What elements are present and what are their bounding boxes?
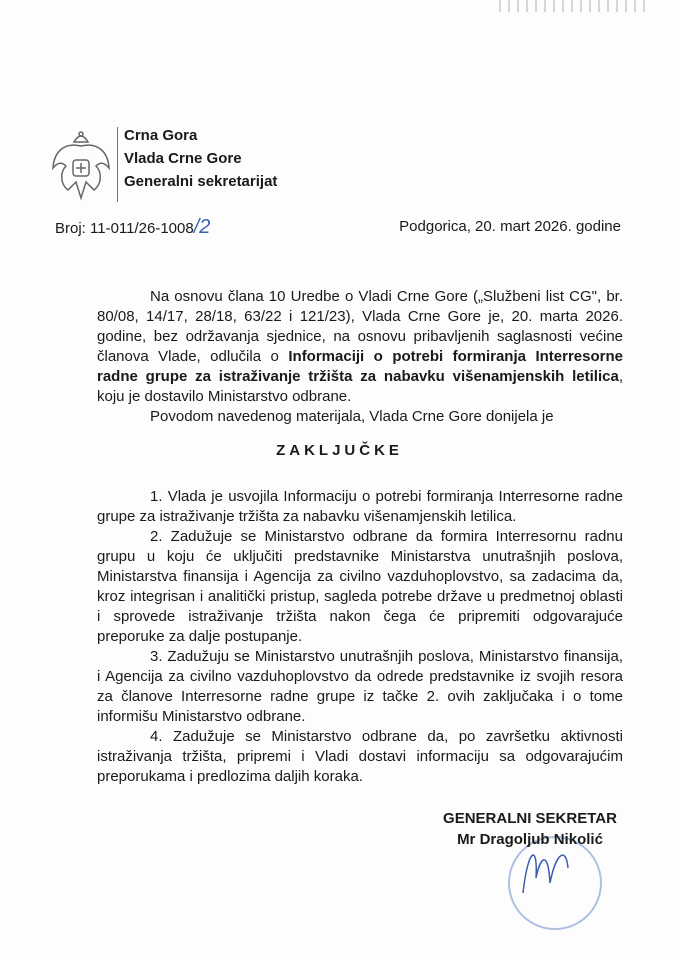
signatory-title: GENERALNI SEKRETAR (443, 810, 617, 827)
header-government: Vlada Crne Gore (124, 150, 242, 167)
intro-paragraph (97, 287, 623, 407)
signatory-name: Mr Dragoljub Nikolić (457, 831, 603, 848)
signature-block (420, 808, 640, 850)
scan-barcode-strip (499, 0, 649, 12)
conclusion-item: 3. Zadužuju se Ministarstvo unutrašnjih poslova, Ministarstvo finansija, i Agencija za civilno vazduhoplovstvo da odrede predstavnike iz svojih resora za članove Interresorne radne grupe iz tačke 2. ovih zaključaka i o tome informišu Ministarstvo odbrane. (97, 648, 623, 725)
conclusion-item: 1. Vlada je usvojila Informaciju o potrebi formiranja Interresorne radne grupe za istraživanje tržišta za nabavku višenamjenskih letilica. (97, 488, 623, 525)
coat-of-arms-icon (50, 128, 112, 206)
reference-handwritten-digit: 2 (199, 216, 211, 238)
reference-number-text: Broj: 11-011/26-1008 (55, 220, 194, 237)
reference-handwritten: /2 (193, 216, 211, 238)
document-title: ZAKLJUČKE (276, 442, 403, 459)
reference-number (55, 216, 210, 239)
intro-text-end: , koju je dostavilo Ministarstvo odbrane. (97, 368, 623, 405)
intro-section (97, 287, 623, 427)
conclusion-item: 2. Zadužuje se Ministarstvo odbrane da formira Interresornu radnu grupu u koju će uključiti predstavnike Ministarstva unutrašnjih poslova, Ministarstva finansija i Agencija za civilno vazduhoplovstvo, sa zadacima da, kroz integrisan i analitički pristup, sagleda potrebe države u predmetnoj oblasti i sprovede istraživanje tržišta nakon čega će pripremiti odgovarajuće preporuke za dalje postupanje. (97, 528, 623, 645)
header-department: Generalni sekretarijat (124, 173, 278, 190)
header-country: Crna Gora (124, 127, 198, 144)
place-date: Podgorica, 20. mart 2026. godine (399, 218, 621, 235)
intro-text: Na osnovu člana 10 Uredbe o Vladi Crne Gore („Službeni list CG", br. 80/08, 14/17, 28/18, 63/22 i 121/23), Vlada Crne Gore je, 20. marta 2026. godine, bez održavanja sjednice, na osnovu pribavljenih saglasnosti većine članova Vlade, odlučila o (97, 288, 623, 365)
conclusions-list (97, 487, 623, 787)
intro-second-paragraph: Povodom navedenog materijala, Vlada Crne Gore donijela je (150, 408, 554, 425)
header-divider (117, 127, 118, 202)
conclusion-item: 4. Zadužuje se Ministarstvo odbrane da, po završetku aktivnosti istraživanja tržišta, pripremi i Vladi dostavi informaciju sa odgovarajućim preporukama i predlozima daljih koraka. (97, 728, 623, 785)
intro-bold-subject: Informaciji o potrebi formiranja Interresorne radne grupe za istraživanje tržišta za nabavku višenamjenskih letilica (97, 348, 623, 385)
